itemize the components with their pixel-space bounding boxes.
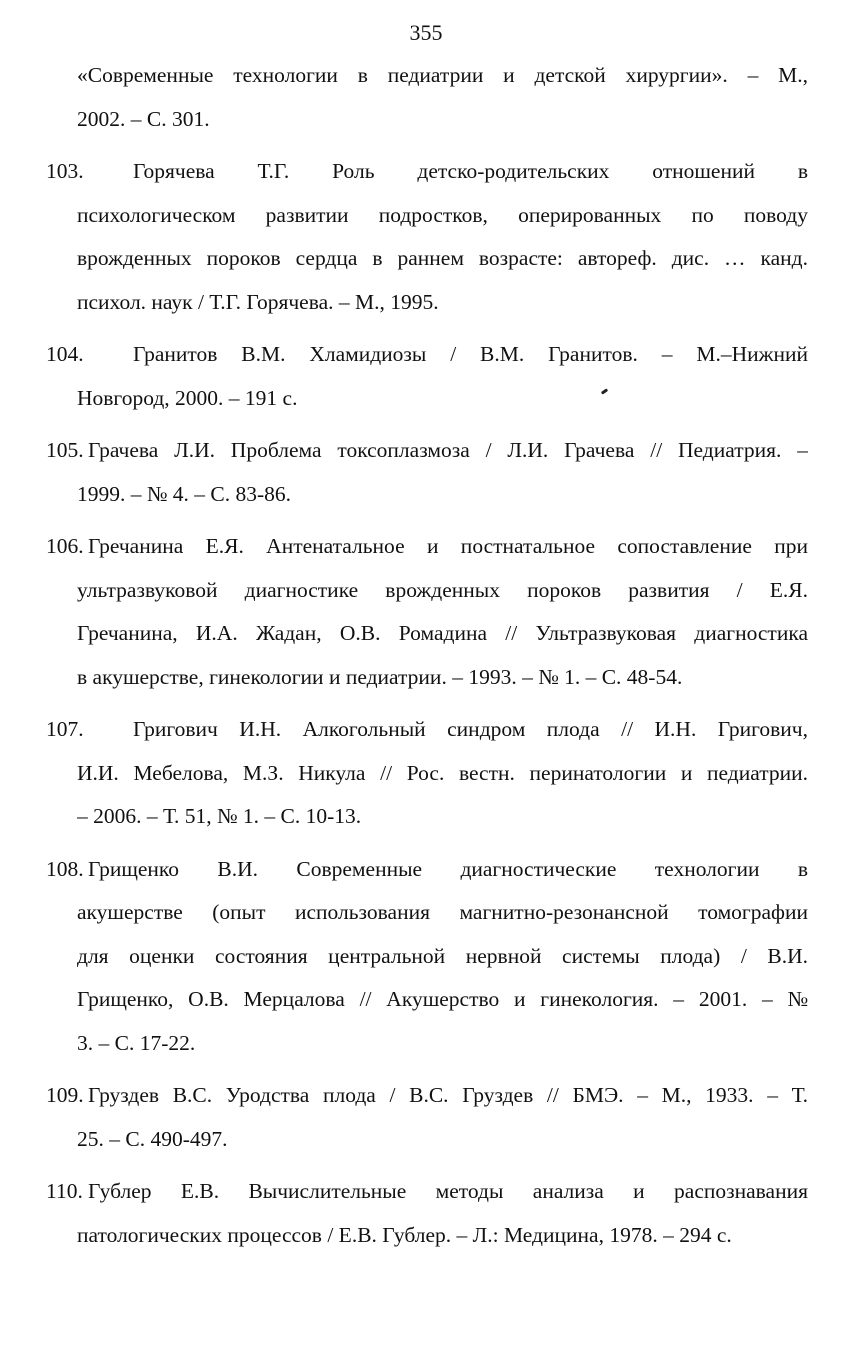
reference-entry (40, 848, 808, 1066)
reference-line: Григович И.Н. Алкогольный синдром плода // И.Н. Григович, (133, 717, 808, 741)
reference-number: 103. (46, 159, 84, 183)
reference-entry (40, 1170, 808, 1257)
reference-number: 104. (46, 342, 84, 366)
reference-entry (40, 54, 808, 141)
reference-line: в акушерстве, гинекологии и педиатрии. – 1993. – № 1. – С. 48-54. (77, 664, 683, 689)
reference-number: 105. (46, 438, 84, 462)
reference-line: Гублер Е.В. Вычислительные методы анализа и распознавания (88, 1179, 808, 1203)
reference-line: 25. – С. 490-497. (77, 1126, 228, 1151)
reference-line: И.И. Мебелова, М.З. Никула // Рос. вестн. перинатологии и педиатрии. (77, 760, 808, 785)
reference-line: 3. – С. 17-22. (77, 1030, 196, 1055)
reference-line: 1999. – № 4. – С. 83-86. (77, 481, 292, 506)
reference-line: Грачева Л.И. Проблема токсоплазмоза / Л.И. Грачева // Педиатрия. – (88, 438, 808, 462)
reference-line: ультразвуковой диагностике врожденных пороков развития / Е.Я. (77, 577, 808, 602)
reference-entry (40, 333, 808, 420)
reference-line: Груздев В.С. Уродства плода / В.С. Груздев // БМЭ. – М., 1933. – Т. (88, 1083, 808, 1107)
reference-line: патологических процессов / Е.В. Гублер. – Л.: Медицина, 1978. – 294 с. (77, 1222, 732, 1247)
reference-entry (40, 150, 808, 324)
reference-entry (40, 429, 808, 516)
reference-line: акушерстве (опыт использования магнитно-резонансной томографии (77, 900, 808, 924)
reference-list (40, 54, 808, 1266)
reference-line: психол. наук / Т.Г. Горячева. – М., 1995. (77, 289, 439, 314)
reference-line: для оценки состояния центральной нервной системы плода) / В.И. (77, 943, 808, 968)
reference-line: 2002. – С. 301. (77, 106, 210, 131)
reference-line: Гречанина, И.А. Жадан, О.В. Ромадина // Ультразвуковая диагностика (77, 621, 808, 645)
page-number: 355 (409, 20, 443, 45)
reference-entry (40, 525, 808, 699)
reference-number: 110. (46, 1179, 83, 1203)
reference-number: 106. (46, 534, 84, 558)
reference-line: – 2006. – Т. 51, № 1. – С. 10-13. (77, 804, 362, 828)
reference-line: Грищенко, О.В. Мерцалова // Акушерство и гинекология. – 2001. – № (77, 987, 808, 1011)
reference-entry (40, 708, 808, 839)
reference-line: Новгород, 2000. – 191 с. (77, 385, 298, 410)
reference-line: Гречанина Е.Я. Антенатальное и постнатальное сопоставление при (88, 534, 808, 558)
reference-number: 109. (46, 1083, 84, 1107)
reference-line: Грищенко В.И. Современные диагностические технологии в (88, 856, 808, 881)
reference-number: 108. (46, 856, 84, 881)
reference-line: Гранитов В.М. Хламидиозы / В.М. Гранитов. – М.–Нижний (133, 342, 808, 366)
reference-number: 107. (46, 717, 84, 741)
reference-entry (40, 1074, 808, 1161)
reference-line: психологическом развитии подростков, оперированных по поводу (77, 202, 808, 227)
reference-line: врожденных пороков сердца в раннем возрасте: автореф. дис. … канд. (77, 246, 808, 270)
reference-line: «Современные технологии в педиатрии и детской хирургии». – М., (77, 63, 808, 87)
reference-line: Горячева Т.Г. Роль детско-родительских отношений в (133, 159, 808, 183)
